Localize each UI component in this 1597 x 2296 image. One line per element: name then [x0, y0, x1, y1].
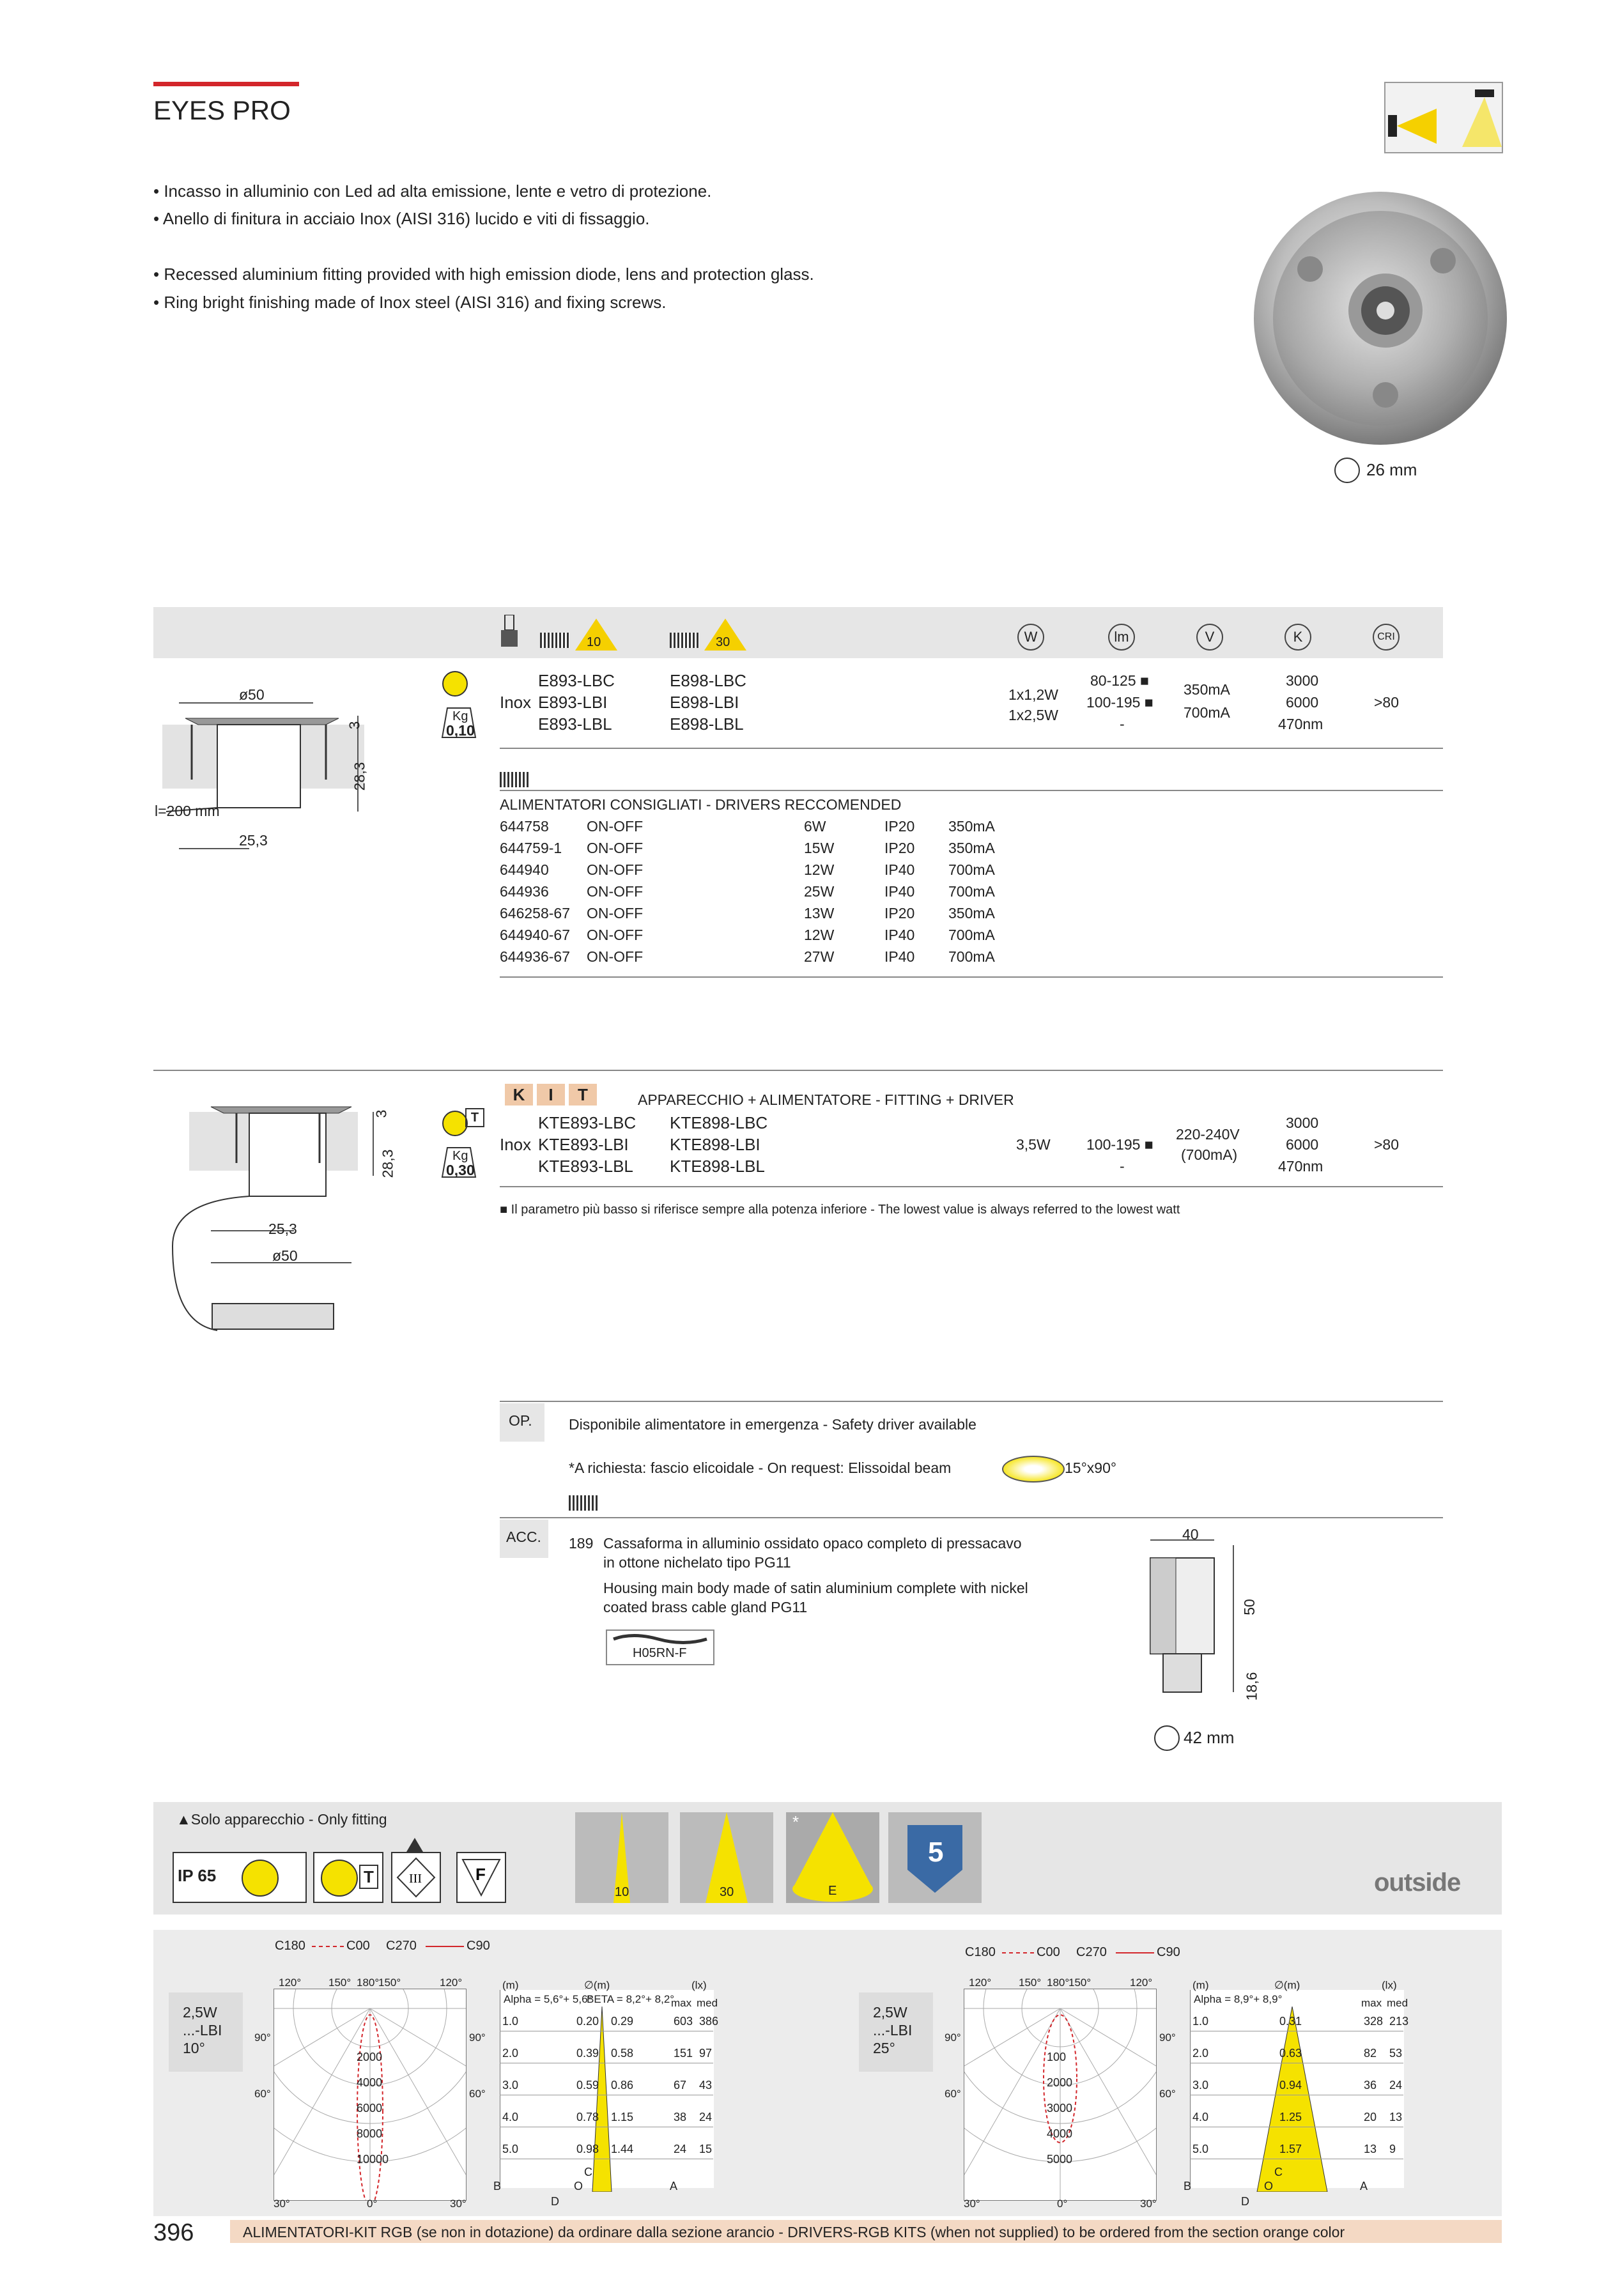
lux-table-cell: 1.44	[611, 2143, 634, 2155]
legend-c180: C180	[275, 1939, 305, 1953]
lux-table-header: (lx)	[1382, 1979, 1397, 1991]
polar-value: 4000	[357, 2076, 383, 2089]
lux-col-med: med	[697, 1997, 718, 2009]
lux-table-cell: 38	[674, 2111, 687, 2123]
lamp-icon	[500, 615, 519, 649]
cone-letter: B	[493, 2180, 502, 2192]
polar-angle-top: 120°	[969, 1976, 992, 1989]
cone-letter: A	[1360, 2180, 1368, 2192]
lamp-bulb-icon-2	[442, 1111, 468, 1136]
weight-icon-1: Kg 0,10	[441, 707, 477, 739]
lux-table-header: (m)	[502, 1979, 519, 1991]
power-label-line: 2,5W	[183, 2004, 217, 2021]
drivers-cell: 644758	[500, 818, 549, 835]
drivers-cell: 12W	[804, 861, 835, 878]
lux-table-cell: 0.29	[611, 2015, 634, 2028]
beam-tile-10: 10	[575, 1812, 668, 1903]
section1-cri: >80	[1374, 694, 1400, 711]
section2-watt: 3,5W	[1016, 1136, 1051, 1153]
dim-diameter-2: ø50	[272, 1247, 298, 1264]
polar-side-60-left: 60°	[254, 2088, 271, 2100]
drivers-cell: ON-OFF	[587, 905, 644, 921]
divider	[500, 1186, 1443, 1187]
polar-side-60-right: 60°	[469, 2088, 486, 2100]
power-label-line: ...-LBI	[873, 2022, 913, 2038]
lux-col-med: med	[1387, 1997, 1408, 2009]
acc-en-1: Housing main body made of satin aluminium complete with nickel	[603, 1580, 1028, 1596]
brand-logo: outside	[1374, 1868, 1461, 1897]
lux-table-cell: 24	[1389, 2079, 1403, 2092]
description-en-1: • Recessed aluminium fitting provided with high emission diode, lens and protection glass.	[153, 265, 814, 284]
acc-barcode-icon	[569, 1495, 598, 1511]
lux-table-cell: 0.86	[611, 2079, 634, 2092]
drivers-cell: 644940	[500, 861, 549, 878]
legend-dash	[1002, 1952, 1034, 1953]
lux-table-cell: 5.0	[1192, 2143, 1209, 2155]
light-cone	[1228, 2007, 1356, 2192]
svg-text:III: III	[409, 1872, 422, 1886]
lux-table-cell: 1.15	[611, 2111, 634, 2123]
section2-voltage-1: 220-240V	[1176, 1126, 1240, 1143]
drivers-cell: 350mA	[948, 905, 995, 921]
barcode-icon-30	[670, 633, 699, 648]
lux-table-cell: 603	[674, 2015, 693, 2028]
drivers-cell: ON-OFF	[587, 840, 644, 856]
code-e898-lbi: E898-LBI	[670, 693, 739, 712]
drivers-cell: 12W	[804, 927, 835, 943]
svg-text:*: *	[792, 1812, 799, 1831]
lux-col-max: max	[671, 1997, 692, 2009]
code-kte898-lbi: KTE898-LBI	[670, 1135, 760, 1154]
lux-table-cell: 4.0	[502, 2111, 519, 2123]
beam-tile-30: 30	[680, 1812, 773, 1903]
volt-icon: V	[1196, 624, 1223, 651]
beam-10-badge: 10	[575, 619, 617, 651]
polar-angle-bottom: 30°	[274, 2198, 290, 2210]
weight-icon-2: Kg 0,30	[441, 1146, 477, 1178]
class-iii-icon	[391, 1852, 441, 1903]
lux-table-cell: 20	[1364, 2111, 1377, 2123]
section1-lumen-3: -	[1120, 716, 1125, 732]
polar-angle-top: 150°	[378, 1976, 401, 1989]
cri-icon: CRI	[1373, 624, 1400, 651]
polar-value: 2000	[357, 2051, 383, 2063]
cable-label: H05RN-F	[633, 1646, 687, 1660]
polar-side-90-right: 90°	[469, 2031, 486, 2044]
description-it-1: • Incasso in alluminio con Led ad alta emissione, lente e vetro di protezione.	[153, 181, 712, 201]
lux-table-cell: 0.98	[576, 2143, 599, 2155]
polar-value: 4000	[1047, 2127, 1073, 2140]
t-rating-icon: T	[465, 1108, 484, 1127]
drivers-cell: 700mA	[948, 883, 995, 900]
lux-table-cell: 24	[674, 2143, 687, 2155]
drivers-cell: IP40	[884, 927, 915, 943]
lowest-value-note: ■ Il parametro più basso si riferisce sempre alla potenza inferiore - The lowest value is always referred to the lowest watt	[500, 1203, 1180, 1217]
polar-angle-top: 150°	[1069, 1976, 1092, 1989]
ip65-icon: IP 65	[173, 1852, 307, 1903]
drivers-cell: 644940-67	[500, 927, 570, 943]
divider	[153, 1070, 1443, 1071]
polar-angle-top: 120°	[1130, 1976, 1153, 1989]
legend-dash	[312, 1946, 344, 1947]
legend-line	[1116, 1952, 1154, 1953]
cone-letter: C	[584, 2166, 592, 2178]
lux-table-cell: 36	[1364, 2079, 1377, 2092]
code-kte893-lbl: KTE893-LBL	[538, 1157, 633, 1176]
f-mark-icon	[456, 1852, 506, 1903]
legend-c270: C270	[386, 1939, 417, 1953]
divider	[500, 1401, 1443, 1402]
polar-value: 10000	[357, 2153, 389, 2166]
request-text: *A richiesta: fascio elicoidale - On request: Elissoidal beam	[569, 1460, 952, 1476]
housing-width: 40	[1182, 1526, 1199, 1543]
acc-en-2: coated brass cable gland PG11	[603, 1599, 808, 1615]
polar-angle-bottom: 0°	[1057, 2198, 1068, 2210]
section1-lumen-2: 100-195 ■	[1086, 694, 1153, 711]
lux-table-cell: 4.0	[1192, 2111, 1209, 2123]
lux-table-cell: 151	[674, 2047, 693, 2060]
drivers-cell: 644759-1	[500, 840, 562, 856]
title-accent-bar	[153, 82, 299, 86]
dim-height-1: 28,3	[351, 762, 368, 791]
cone-letter: C	[1274, 2166, 1283, 2178]
lux-table-cell: 43	[699, 2079, 713, 2092]
lux-table-cell: 82	[1364, 2047, 1377, 2060]
legend-c90: C90	[1157, 1945, 1180, 1959]
polar-diagram	[274, 1989, 467, 2201]
code-e893-lbc: E893-LBC	[538, 671, 615, 690]
footer-text: ALIMENTATORI-KIT RGB (se non in dotazione) da ordinare dalla sezione arancio - DRIVERS-RGB KITS (when not supplied) to be ordered from the section orange color	[243, 2224, 1345, 2240]
section1-kelvin-1: 3000	[1286, 672, 1319, 689]
drivers-cell: 6W	[804, 818, 826, 835]
svg-text:F: F	[475, 1865, 486, 1884]
code-e898-lbc: E898-LBC	[670, 671, 746, 690]
divider	[500, 790, 1443, 791]
drivers-barcode-icon	[500, 772, 529, 787]
polar-side-90-left: 90°	[254, 2031, 271, 2044]
acc-it-1: Cassaforma in alluminio ossidato opaco completo di pressacavo	[603, 1535, 1022, 1552]
op-text: Disponibile alimentatore in emergenza - Safety driver available	[569, 1416, 976, 1433]
polar-value: 3000	[1047, 2102, 1073, 2115]
section2-lumen-1: 100-195 ■	[1086, 1136, 1153, 1153]
lux-table-cell: 15	[699, 2143, 713, 2155]
cone-letter: D	[1241, 2195, 1249, 2208]
lux-table-cell: 386	[699, 2015, 719, 2028]
lux-table-cell: 2.0	[1192, 2047, 1209, 2060]
section2-kelvin-1: 3000	[1286, 1114, 1319, 1131]
warranty-badge: 5	[888, 1812, 982, 1903]
barcode-icon-10	[540, 633, 569, 648]
drivers-cell: IP40	[884, 861, 915, 878]
lux-table-cell: 1.25	[1279, 2111, 1302, 2123]
lux-table-cell: 13	[1364, 2143, 1377, 2155]
section2-kelvin-3: 470nm	[1278, 1158, 1323, 1175]
drivers-cell: ON-OFF	[587, 883, 644, 900]
acc-code: 189	[569, 1535, 594, 1552]
lux-table-cell: 1.0	[502, 2015, 519, 2028]
lux-col-max: max	[1361, 1997, 1382, 2009]
lux-table-cell: 328	[1364, 2015, 1384, 2028]
section2-kelvin-2: 6000	[1286, 1136, 1319, 1153]
dim-depth-2: 25,3	[268, 1221, 297, 1237]
lux-table-cell: 0.39	[576, 2047, 599, 2060]
drivers-cell: 646258-67	[500, 905, 570, 921]
section2-finish: Inox	[500, 1135, 532, 1154]
section1-lumen-1: 80-125 ■	[1090, 672, 1149, 689]
description-en-2: • Ring bright finishing made of Inox steel (AISI 316) and fixing screws.	[153, 293, 667, 312]
drivers-cell: ON-OFF	[587, 861, 644, 878]
lux-table-cell: 9	[1389, 2143, 1396, 2155]
lux-table-header: (m)	[1192, 1979, 1209, 1991]
drivers-cell: 13W	[804, 905, 835, 921]
code-kte898-lbl: KTE898-LBL	[670, 1157, 765, 1176]
cone-letter: O	[574, 2180, 583, 2192]
legend-c90: C90	[467, 1939, 490, 1953]
light-cone	[538, 2007, 666, 2192]
polar-angle-top: 150°	[328, 1976, 351, 1989]
section1-kelvin-3: 470nm	[1278, 716, 1323, 732]
description-it-2: • Anello di finitura in acciaio Inox (AISI 316) lucido e viti di fissaggio.	[153, 209, 650, 228]
drivers-cell: ON-OFF	[587, 927, 644, 943]
code-e893-lbl: E893-LBL	[538, 714, 612, 734]
drivers-cell: IP20	[884, 818, 915, 835]
lux-table-cell: 1.0	[1192, 2015, 1209, 2028]
polar-diagram	[964, 1989, 1157, 2201]
polar-side-90-left: 90°	[945, 2031, 961, 2044]
lux-table-cell: 0.63	[1279, 2047, 1302, 2060]
section1-kelvin-2: 6000	[1286, 694, 1319, 711]
lux-table-cell: 1.57	[1279, 2143, 1302, 2155]
hole-size-label-42: 42 mm	[1184, 1728, 1235, 1747]
drivers-cell: IP40	[884, 883, 915, 900]
page-number: 396	[153, 2219, 194, 2246]
hole-size-label: 26 mm	[1366, 460, 1417, 479]
kit-title: APPARECCHIO + ALIMENTATORE - FITTING + DRIVER	[638, 1091, 1014, 1108]
legend-c270: C270	[1076, 1945, 1107, 1959]
drivers-title: ALIMENTATORI CONSIGLIATI - DRIVERS RECCOMENDED	[500, 796, 902, 813]
polar-angle-top: 120°	[279, 1976, 302, 1989]
drivers-cell: 700mA	[948, 948, 995, 965]
drivers-cell: ON-OFF	[587, 948, 644, 965]
housing-height: 50	[1240, 1599, 1258, 1615]
section2-cri: >80	[1374, 1136, 1400, 1153]
drivers-cell: 644936-67	[500, 948, 570, 965]
lux-table-cell: 13	[1389, 2111, 1403, 2123]
beam-tile-elliptic: * E	[786, 1812, 879, 1903]
lux-table-cell: 67	[674, 2079, 687, 2092]
lux-table-cell: 24	[699, 2111, 713, 2123]
lamp-t-icon: T	[313, 1852, 383, 1903]
lux-table-cell: 0.20	[576, 2015, 599, 2028]
legend-line	[426, 1946, 464, 1947]
lux-table-cell: 0.58	[611, 2047, 634, 2060]
dim-depth-1: 25,3	[239, 832, 268, 849]
dim-cable-1: l=200 mm	[155, 803, 220, 819]
beam-30-badge: 30	[704, 619, 746, 651]
code-kte898-lbc: KTE898-LBC	[670, 1113, 768, 1132]
lux-table-cell: 0.31	[1279, 2015, 1302, 2028]
acc-label: ACC.	[506, 1529, 541, 1545]
code-e893-lbi: E893-LBI	[538, 693, 608, 712]
hole-icon	[1334, 458, 1360, 483]
page-title: EYES PRO	[153, 95, 291, 125]
lamp-bulb-icon-1	[442, 671, 468, 697]
section1-drawing	[153, 684, 383, 869]
drivers-cell: IP20	[884, 840, 915, 856]
divider	[500, 976, 1443, 978]
product-photo	[1251, 189, 1509, 447]
power-label-line: ...-LBI	[183, 2022, 222, 2038]
power-label-line: 10°	[183, 2040, 205, 2056]
lux-table-cell: 213	[1389, 2015, 1409, 2028]
section1-current-1: 350mA	[1184, 681, 1230, 698]
lux-table-cell: 53	[1389, 2047, 1403, 2060]
cone-letter: A	[670, 2180, 678, 2192]
lux-table-header: ∅(m)	[1274, 1979, 1300, 1991]
lux-table-cell: 0.78	[576, 2111, 599, 2123]
drivers-cell: 700mA	[948, 927, 995, 943]
housing-gland: 18,6	[1243, 1672, 1260, 1701]
drivers-cell: ON-OFF	[587, 818, 644, 835]
lux-table-cell: 0.59	[576, 2079, 599, 2092]
legend-c00: C00	[1037, 1945, 1060, 1959]
divider	[500, 1517, 1443, 1518]
lux-table-header: ∅(m)	[584, 1979, 610, 1991]
kit-badge: K I T	[505, 1084, 601, 1106]
beam-type-icon	[1384, 82, 1503, 153]
power-label-line: 2,5W	[873, 2004, 907, 2021]
drivers-cell: IP20	[884, 905, 915, 921]
polar-angle-bottom: 0°	[367, 2198, 378, 2210]
polar-value: 8000	[357, 2127, 383, 2140]
housing-drawing	[1138, 1532, 1253, 1699]
polar-side-90-right: 90°	[1159, 2031, 1176, 2044]
drivers-cell: IP40	[884, 948, 915, 965]
polar-value: 2000	[1047, 2076, 1073, 2089]
dim-top-1: 3	[346, 721, 363, 730]
lux-table-cell: 3.0	[1192, 2079, 1209, 2092]
polar-value: 6000	[357, 2102, 383, 2115]
hole-icon-42	[1154, 1725, 1180, 1751]
drivers-cell: 15W	[804, 840, 835, 856]
legend-c180: C180	[965, 1945, 996, 1959]
drivers-cell: 25W	[804, 883, 835, 900]
polar-value: 5000	[1047, 2153, 1073, 2166]
legend-c00: C00	[346, 1939, 370, 1953]
lux-table-cell: 0.94	[1279, 2079, 1302, 2092]
code-kte893-lbc: KTE893-LBC	[538, 1113, 636, 1132]
code-e898-lbl: E898-LBL	[670, 714, 744, 734]
watt-icon: W	[1017, 624, 1044, 651]
lux-table-cell: 5.0	[502, 2143, 519, 2155]
code-kte893-lbi: KTE893-LBI	[538, 1135, 629, 1154]
drivers-cell: 644936	[500, 883, 549, 900]
section1-watt-2: 1x2,5W	[1008, 707, 1058, 723]
fitting-only-label: ▲Solo apparecchio - Only fitting	[176, 1811, 387, 1828]
acc-it-2: in ottone nichelato tipo PG11	[603, 1554, 791, 1571]
triangle-mark-icon	[406, 1838, 423, 1852]
section1-watt-1: 1x1,2W	[1008, 686, 1058, 703]
alpha-label: Alpha = 8,9°+ 8,9°	[1194, 1993, 1283, 2005]
polar-angle-top: 150°	[1019, 1976, 1042, 1989]
drivers-cell: 27W	[804, 948, 835, 965]
section1-current-2: 700mA	[1184, 704, 1230, 721]
polar-side-60-left: 60°	[945, 2088, 961, 2100]
lux-table-cell: 3.0	[502, 2079, 519, 2092]
polar-angle-bottom: 30°	[964, 2198, 980, 2210]
divider	[500, 748, 1443, 749]
kelvin-icon: K	[1285, 624, 1311, 651]
lumen-icon: lm	[1108, 624, 1135, 651]
lux-table-header: (lx)	[691, 1979, 707, 1991]
lux-table-cell: 97	[699, 2047, 713, 2060]
op-label: OP.	[509, 1412, 532, 1429]
polar-angle-top: 180°	[1047, 1976, 1070, 1989]
cone-letter: B	[1184, 2180, 1192, 2192]
alpha-label: Alpha = 5,6°+ 5,6°	[504, 1993, 592, 2005]
section2-voltage-2: (700mA)	[1181, 1146, 1238, 1163]
drivers-cell: 700mA	[948, 861, 995, 878]
cone-letter: D	[551, 2195, 559, 2208]
polar-value: 100	[1047, 2051, 1067, 2063]
elliptical-beam-icon	[1002, 1456, 1065, 1483]
spec-header-band	[153, 607, 1443, 658]
polar-angle-bottom: 30°	[1140, 2198, 1157, 2210]
beta-label: BETA = 8,2°+ 8,2°	[587, 1993, 675, 2005]
drivers-cell: 350mA	[948, 818, 995, 835]
drivers-cell: 350mA	[948, 840, 995, 856]
polar-angle-top: 180°	[357, 1976, 380, 1989]
polar-side-60-right: 60°	[1159, 2088, 1176, 2100]
cone-letter: O	[1264, 2180, 1274, 2192]
polar-angle-top: 120°	[440, 1976, 463, 1989]
dim-top-2: 3	[373, 1109, 390, 1118]
power-label-line: 25°	[873, 2040, 895, 2056]
dim-height-2: 28,3	[379, 1149, 396, 1178]
section2-drawing	[153, 1093, 383, 1336]
beam-angle-label: 15°x90°	[1065, 1460, 1117, 1476]
section2-lumen-2: -	[1120, 1158, 1125, 1175]
section1-finish: Inox	[500, 693, 532, 712]
polar-angle-bottom: 30°	[450, 2198, 467, 2210]
dim-diameter-1: ø50	[239, 686, 265, 703]
lux-table-cell: 2.0	[502, 2047, 519, 2060]
